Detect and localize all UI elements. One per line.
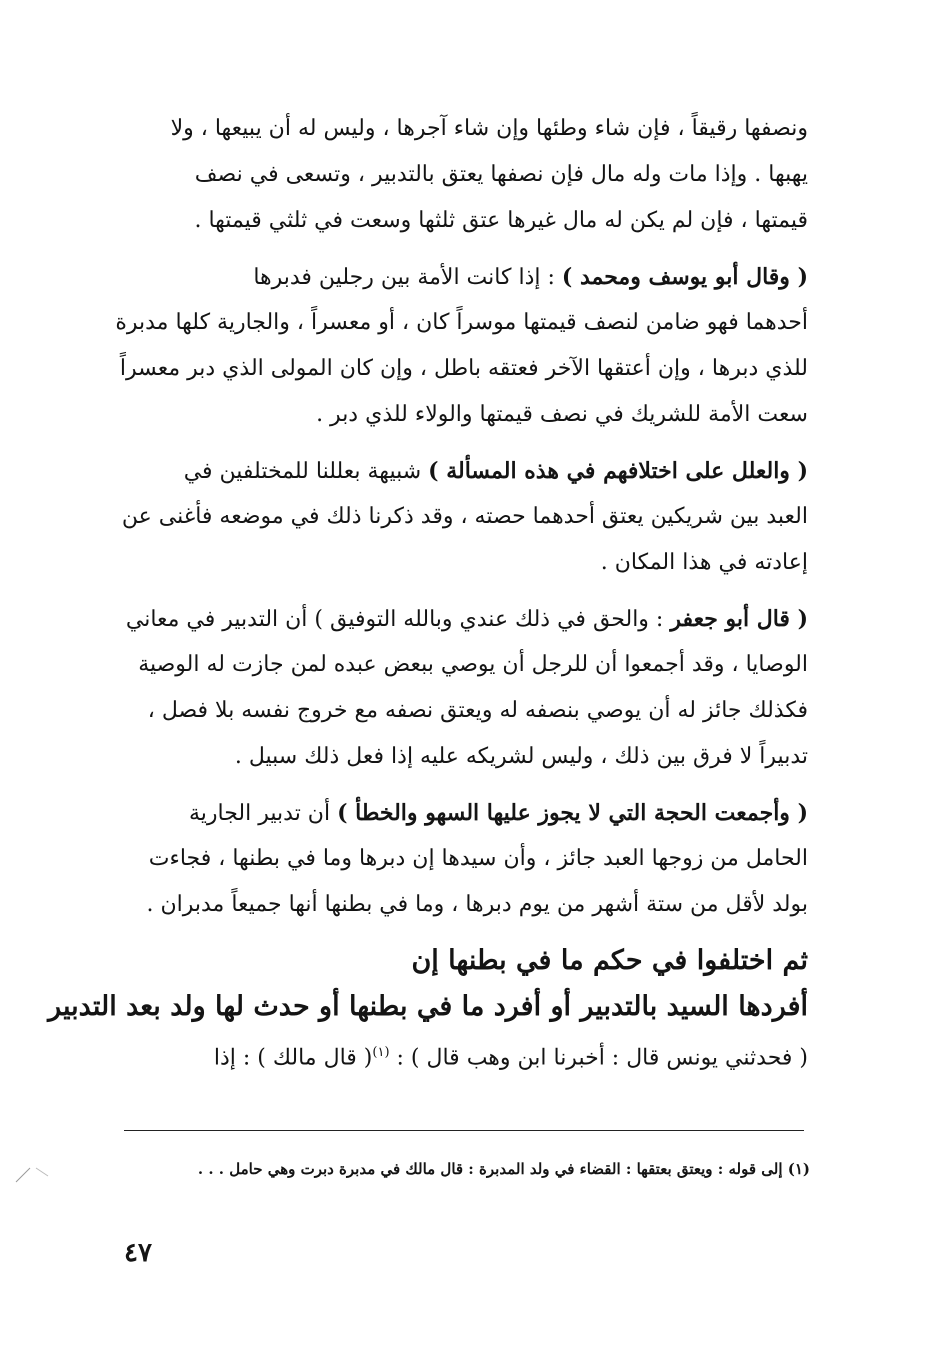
text-line: إعادته في هذا المكان . — [600, 550, 808, 575]
bold-lead: ( وأجمعت الحجة التي لا يجوز عليها السهو والخطأ ) — [337, 800, 808, 826]
text-line: الوصايا ، وقد أجمعوا أن للرجل أن يوصي ببعض عبده لمن جازت له الوصية — [138, 652, 808, 677]
text-line — [125, 596, 808, 642]
paragraph-3 — [121, 448, 808, 586]
bold-lead: ( والعلل على اختلافهم في هذه المسألة ) — [428, 458, 808, 484]
paragraph-2 — [115, 254, 808, 438]
text-line: ونصفها رقيقاً ، فإن شاء وطئها وإن شاء آجرها ، وليس له أن يبيعها ، ولا — [170, 116, 808, 141]
body-text — [48, 106, 808, 1076]
text-line: للذي دبرها ، وإن أعتقها الآخر فعتقه باطل ، وإن كان المولى الذي دبر معسراً — [119, 356, 808, 381]
text-run: : إذا كانت الأمة بين رجلين فدبرها — [253, 265, 562, 290]
text-run: ( قال مالك ) : إذا — [213, 1045, 373, 1071]
footnote-divider — [124, 1130, 804, 1131]
text-run: ( فحدثني يونس قال : أخبرنا ابن وهب قال ) : — [389, 1045, 808, 1071]
text-line: بولد لأقل من ستة أشهر من يوم دبرها ، وما في بطنها أنها جميعاً مدبران . — [146, 892, 808, 917]
text-line: يهبها . وإذا مات وله مال فإن نصفها يعتق بالتدبير ، وتسعى في نصف — [194, 162, 808, 187]
footnote-text: (١) إلى قوله : ويعتق بعتقها : القضاء في ولد المدبرة : قال مالك في مدبرة دبرت وهي حامل . . . — [197, 1160, 810, 1178]
bold-lead: ( قال أبو جعفر — [670, 606, 808, 632]
section-heading-line-1: ثم اختلفوا في حكم ما في بطنها إن — [411, 945, 808, 976]
page-number: ٤٧ — [124, 1238, 152, 1268]
section-heading-line-2: أفردها السيد بالتدبير أو أفرد ما في بطنها أو حدث لها ولد بعد التدبير — [48, 991, 808, 1022]
text-line — [128, 254, 808, 300]
paragraph-1 — [128, 106, 808, 244]
footnote-reference[interactable]: (١) — [372, 1045, 390, 1060]
text-line: تدبيراً لا فرق بين ذلك ، وليس لشريكه عليه إذا فعل ذلك سبيل . — [234, 744, 808, 769]
text-run: أن تدبير الجارية — [188, 801, 338, 826]
text-line: سعت الأمة للشريك في نصف قيمتها والولاء للذي دبر . — [316, 402, 808, 427]
text-line — [128, 448, 808, 494]
text-line: قيمتها ، فإن لم يكن له مال غيرها عتق ثلثها وسعت في ثلثي قيمتها . — [194, 208, 808, 233]
text-line: فكذلك جائز له أن يوصي بنصفه له ويعتق نصفه مع خروج نفسه بلا فصل ، — [147, 698, 808, 723]
paragraph-4 — [125, 596, 808, 780]
text-line: أحدهما فهو ضامن لنصف قيمتها موسراً كان ، أو معسراً ، والجارية كلها مدبرة — [115, 310, 808, 335]
text-line — [128, 790, 808, 836]
text-line: الحامل من زوجها العبد جائز ، وأن سيدها إن دبرها وما في بطنها ، فجاءت — [148, 846, 808, 871]
text-line-last — [128, 1030, 808, 1076]
bold-lead: ( وقال أبو يوسف ومحمد ) — [561, 264, 808, 290]
text-run: : والحق في ذلك عندي وبالله التوفيق ) أن التدبير في معاني — [125, 607, 671, 632]
paragraph-5 — [128, 790, 808, 928]
scan-mark-icon — [14, 1160, 50, 1186]
text-run: شبيهة بعللنا للمختلفين في — [183, 459, 429, 484]
text-line: العبد بين شريكين يعتق أحدهما حصته ، وقد ذكرنا ذلك في موضعه فأغنى عن — [121, 504, 808, 529]
